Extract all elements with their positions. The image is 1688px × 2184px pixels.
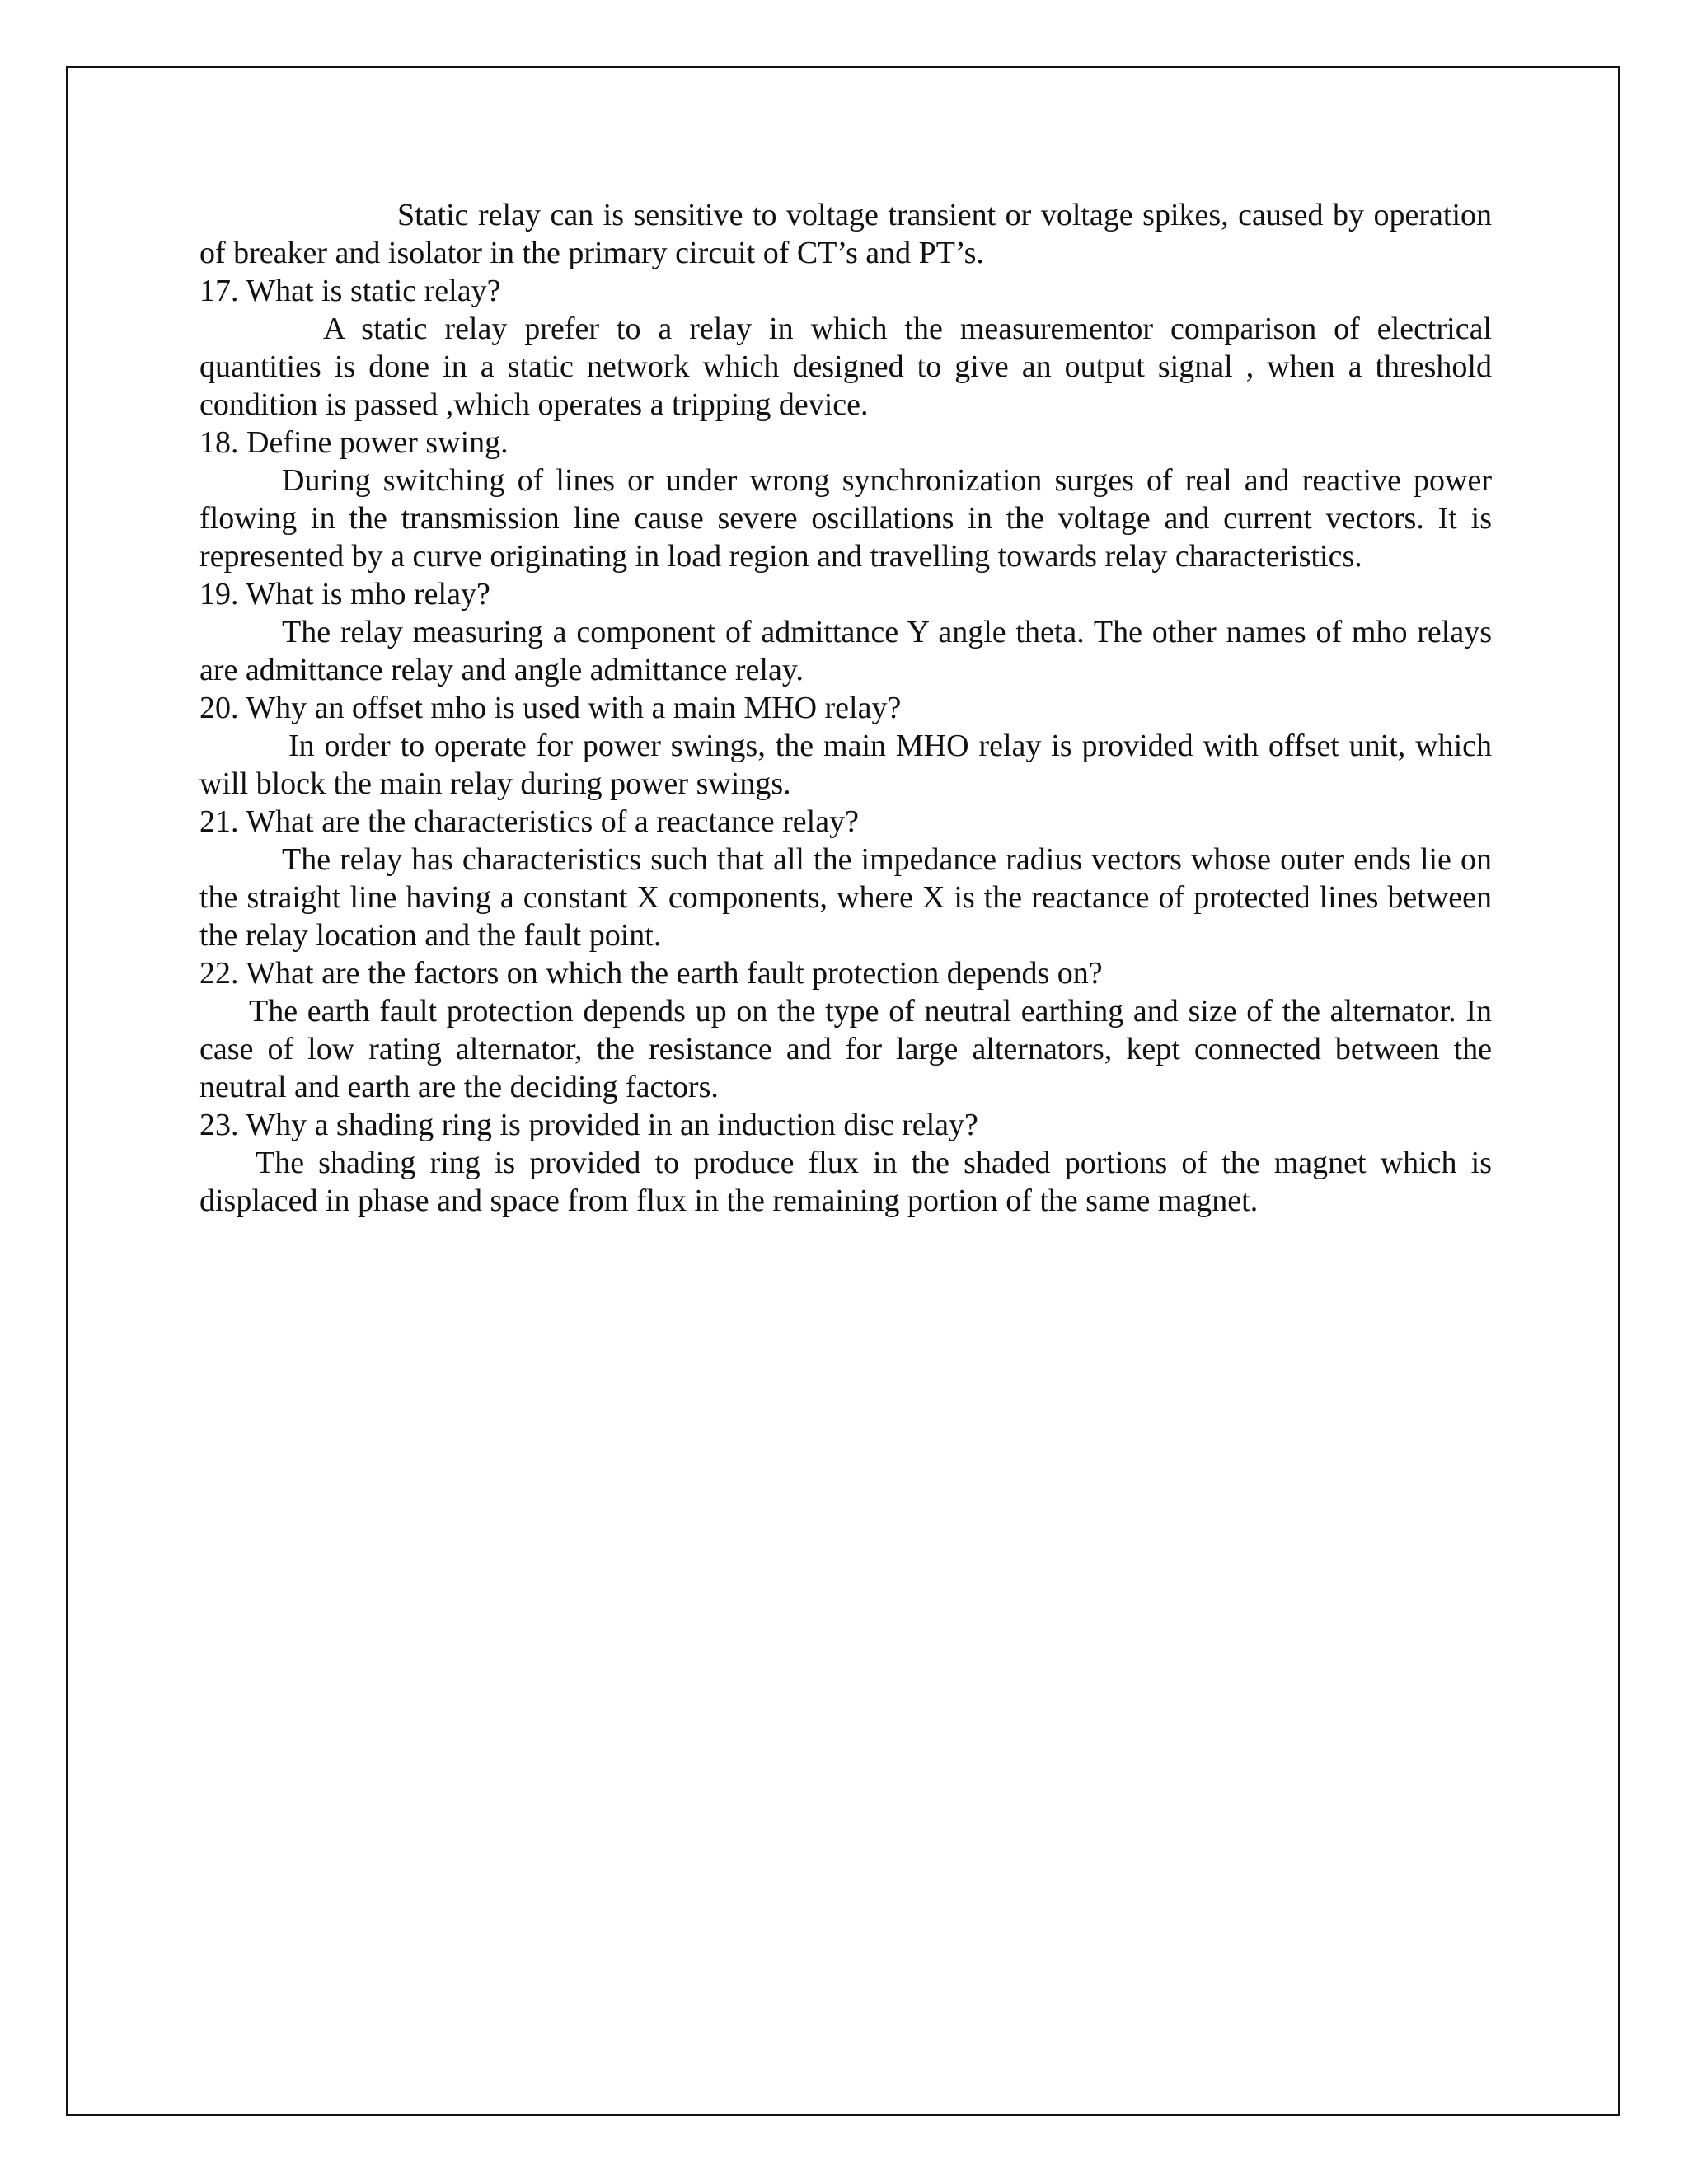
document-body	[199, 196, 1492, 1220]
question-21: 21. What are the characteristics of a reactance relay?	[199, 804, 859, 839]
answer-paragraph: The relay measuring a component of admittance Y angle theta. The other names of mho relays are admittance relay and angle admittance relay.	[199, 615, 1492, 687]
question-22: 22. What are the factors on which the earth fault protection depends on?	[199, 956, 1103, 991]
answer-paragraph: A static relay prefer to a relay in which the measurementor comparison of electrical quantities is done in a static network which designed to give an output signal , when a threshold condition is passed ,which operates a tripping device.	[199, 312, 1492, 422]
question-18: 18. Define power swing.	[199, 425, 509, 460]
question-20: 20. Why an offset mho is used with a main MHO relay?	[199, 691, 902, 725]
answer-paragraph: The shading ring is provided to produce flux in the shaded portions of the magnet which is displaced in phase and space from flux in the remaining portion of the same magnet.	[199, 1146, 1492, 1218]
answer-paragraph: The earth fault protection depends up on the type of neutral earthing and size of the alternator. In case of low rating alternator, the resistance and for large alternators, kept connected between the neutral and earth are the deciding factors.	[199, 994, 1492, 1104]
answer-paragraph: In order to operate for power swings, the main MHO relay is provided with offset unit, which will block the main relay during power swings.	[199, 729, 1492, 801]
question-23: 23. Why a shading ring is provided in an induction disc relay?	[199, 1108, 978, 1142]
answer-paragraph: Static relay can is sensitive to voltage transient or voltage spikes, caused by operation of breaker and isolator in the primary circuit of CT’s and PT’s.	[199, 198, 1492, 270]
answer-paragraph: The relay has characteristics such that all the impedance radius vectors whose outer ends lie on the straight line having a constant X components, where X is the reactance of protected lines between the relay location and the fault point.	[199, 842, 1492, 953]
answer-paragraph: During switching of lines or under wrong synchronization surges of real and reactive power flowing in the transmission line cause severe oscillations in the voltage and current vectors. It is represented by a curve originating in load region and travelling towards relay characteristics.	[199, 463, 1492, 574]
question-17: 17. What is static relay?	[199, 274, 501, 308]
question-19: 19. What is mho relay?	[199, 577, 490, 612]
